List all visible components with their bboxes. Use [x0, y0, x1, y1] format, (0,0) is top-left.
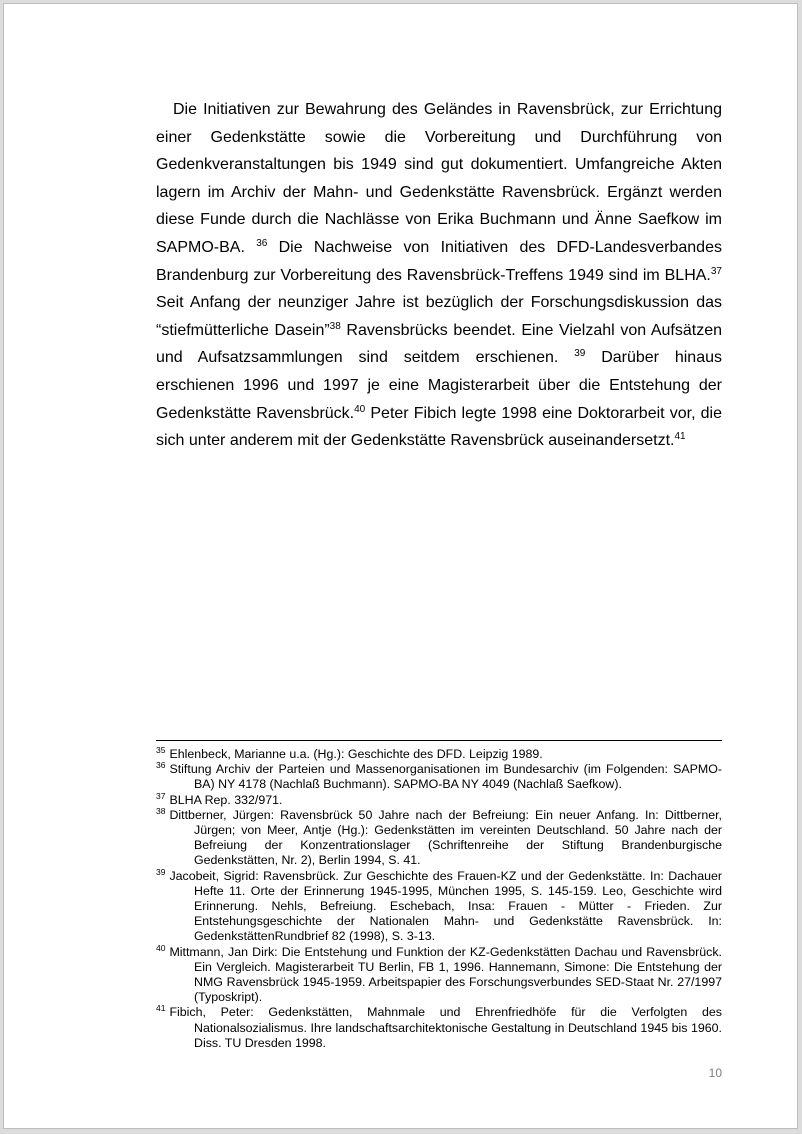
- footnote-41: [156, 1005, 722, 1051]
- body-paragraph: [156, 96, 722, 455]
- footnote-36: [156, 762, 722, 792]
- body-text-part-3: Seit Anfang der neunziger Jahre ist bezüglich der Forschungsdiskussion das “stiefmütterliche Dasein”: [156, 294, 722, 339]
- body-text-part-2: Die Nachweise von Initiativen des DFD-Landesverbandes Brandenburg zur Vorbereitung des Ravensbrück-Treffens 1949 sind im BLHA.: [156, 238, 722, 284]
- footnote-number: 38: [156, 805, 166, 816]
- footnote-text: Dittberner, Jürgen: Ravensbrück 50 Jahre nach der Befreiung: Ein neuer Anfang. In: Dittberner, Jürgen; von Meer, Antje (Hg.): Gedenkstätten im vereinten Deutschland. 50 Jahre nach der Befreiung der Konzentrationslager (Schriftenreihe der Stiftung Brandenburgische Gedenkstätten, Nr. 2), Berlin 1994, S. 41.: [169, 807, 722, 868]
- document-page: [3, 3, 798, 1129]
- footnote-text: Jacobeit, Sigrid: Ravensbrück. Zur Geschichte des Frauen-KZ und der Gedenkstätte. In: Dachauer Hefte 11. Orte der Erinnerung 1945-1995, München 1995, S. 145-159. Leo, Geschichte wird Erinnerung. Nehls, Befreiung. Eschebach, Insa: Frauen - Mütter - Frieden. Zur Entstehungsgeschichte der Nationalen Mahn- und Gedenkstätte Ravensbrück. In: GedenkstättenRundbrief 82 (1998), S. 3-13.: [169, 868, 722, 944]
- footnote-number: 39: [156, 866, 166, 877]
- page-number: 10: [708, 1066, 722, 1080]
- footnote-ref-40[interactable]: 40: [354, 403, 366, 415]
- footnote-text: Ehlenbeck, Marianne u.a. (Hg.): Geschichte des DFD. Leipzig 1989.: [169, 747, 543, 761]
- footnote-ref-41[interactable]: 41: [674, 431, 686, 443]
- footnote-ref-38[interactable]: 38: [329, 320, 341, 332]
- footnote-separator: [156, 740, 722, 741]
- footnote-35: [156, 747, 722, 762]
- footnote-39: [156, 866, 722, 945]
- body-text-part-1: Die Initiativen zur Bewahrung des Geländes in Ravensbrück, zur Errichtung einer Gedenkstätte sowie die Vorbereitung und Durchführung von Gedenkveranstaltungen bis 1949 sind gut dokumentiert. Umfangreiche Akten lagern im Archiv der Mahn- und Gedenkstätte Ravensbrück. Ergänzt werden diese Funde durch die Nachlässe von Erika Buchmann und Änne Saefkow im SAPMO-BA.: [156, 101, 722, 256]
- footnote-text: Fibich, Peter: Gedenkstätten, Mahnmale und Ehrenfriedhöfe für die Verfolgten des Nationalsozialismus. Ihre landschaftsarchitektonische Gestaltung in Deutschland 1945 bis 1960. Diss. TU Dresden 1998.: [169, 1005, 722, 1050]
- footnote-number: 40: [156, 942, 166, 953]
- body-text-part-4: Ravensbrücks beendet. Eine Vielzahl von Aufsätzen und Aufsatzsammlungen sind seitdem erschienen.: [156, 321, 722, 367]
- footnote-37: [156, 790, 722, 808]
- footnote-text: BLHA Rep. 332/971.: [169, 792, 283, 807]
- footnote-text: Stiftung Archiv der Parteien und Massenorganisationen im Bundesarchiv (im Folgenden: SAPMO-BA) NY 4178 (Nachlaß Buchmann). SAPMO-BA NY 4049 (Nachlaß Saefkow).: [169, 762, 722, 792]
- footnote-ref-36[interactable]: 36: [256, 237, 268, 249]
- footnotes-section: [156, 747, 722, 1051]
- body-text-part-5: Darüber hinaus erschienen 1996 und 1997 je eine Magisterarbeit über die Entstehung der Gedenkstätte Ravensbrück.: [156, 349, 723, 422]
- footnote-ref-37[interactable]: 37: [710, 265, 722, 277]
- footnote-38: [156, 805, 722, 869]
- footnote-40: [156, 942, 722, 1006]
- footnote-number: 36: [156, 760, 166, 771]
- footnote-number: 35: [156, 745, 166, 755]
- footnote-ref-39[interactable]: 39: [574, 348, 586, 360]
- footnote-number: 41: [156, 1003, 166, 1014]
- footnote-number: 37: [156, 790, 166, 801]
- body-text-part-6: Peter Fibich legte 1998 eine Doktorarbeit vor, die sich unter anderem mit der Gedenkstätte Ravensbrück auseinandersetzt.: [156, 404, 722, 450]
- footnote-text: Mittmann, Jan Dirk: Die Entstehung und Funktion der KZ-Gedenkstätten Dachau und Ravensbrück. Ein Vergleich. Magisterarbeit TU Berlin, FB 1, 1996. Hannemann, Simone: Die Entstehung der NMG Ravensbrück 1945-1959. Arbeitspapier des Forschungsverbundes SED-Staat Nr. 27/1997 (Typoskript).: [169, 944, 722, 1005]
